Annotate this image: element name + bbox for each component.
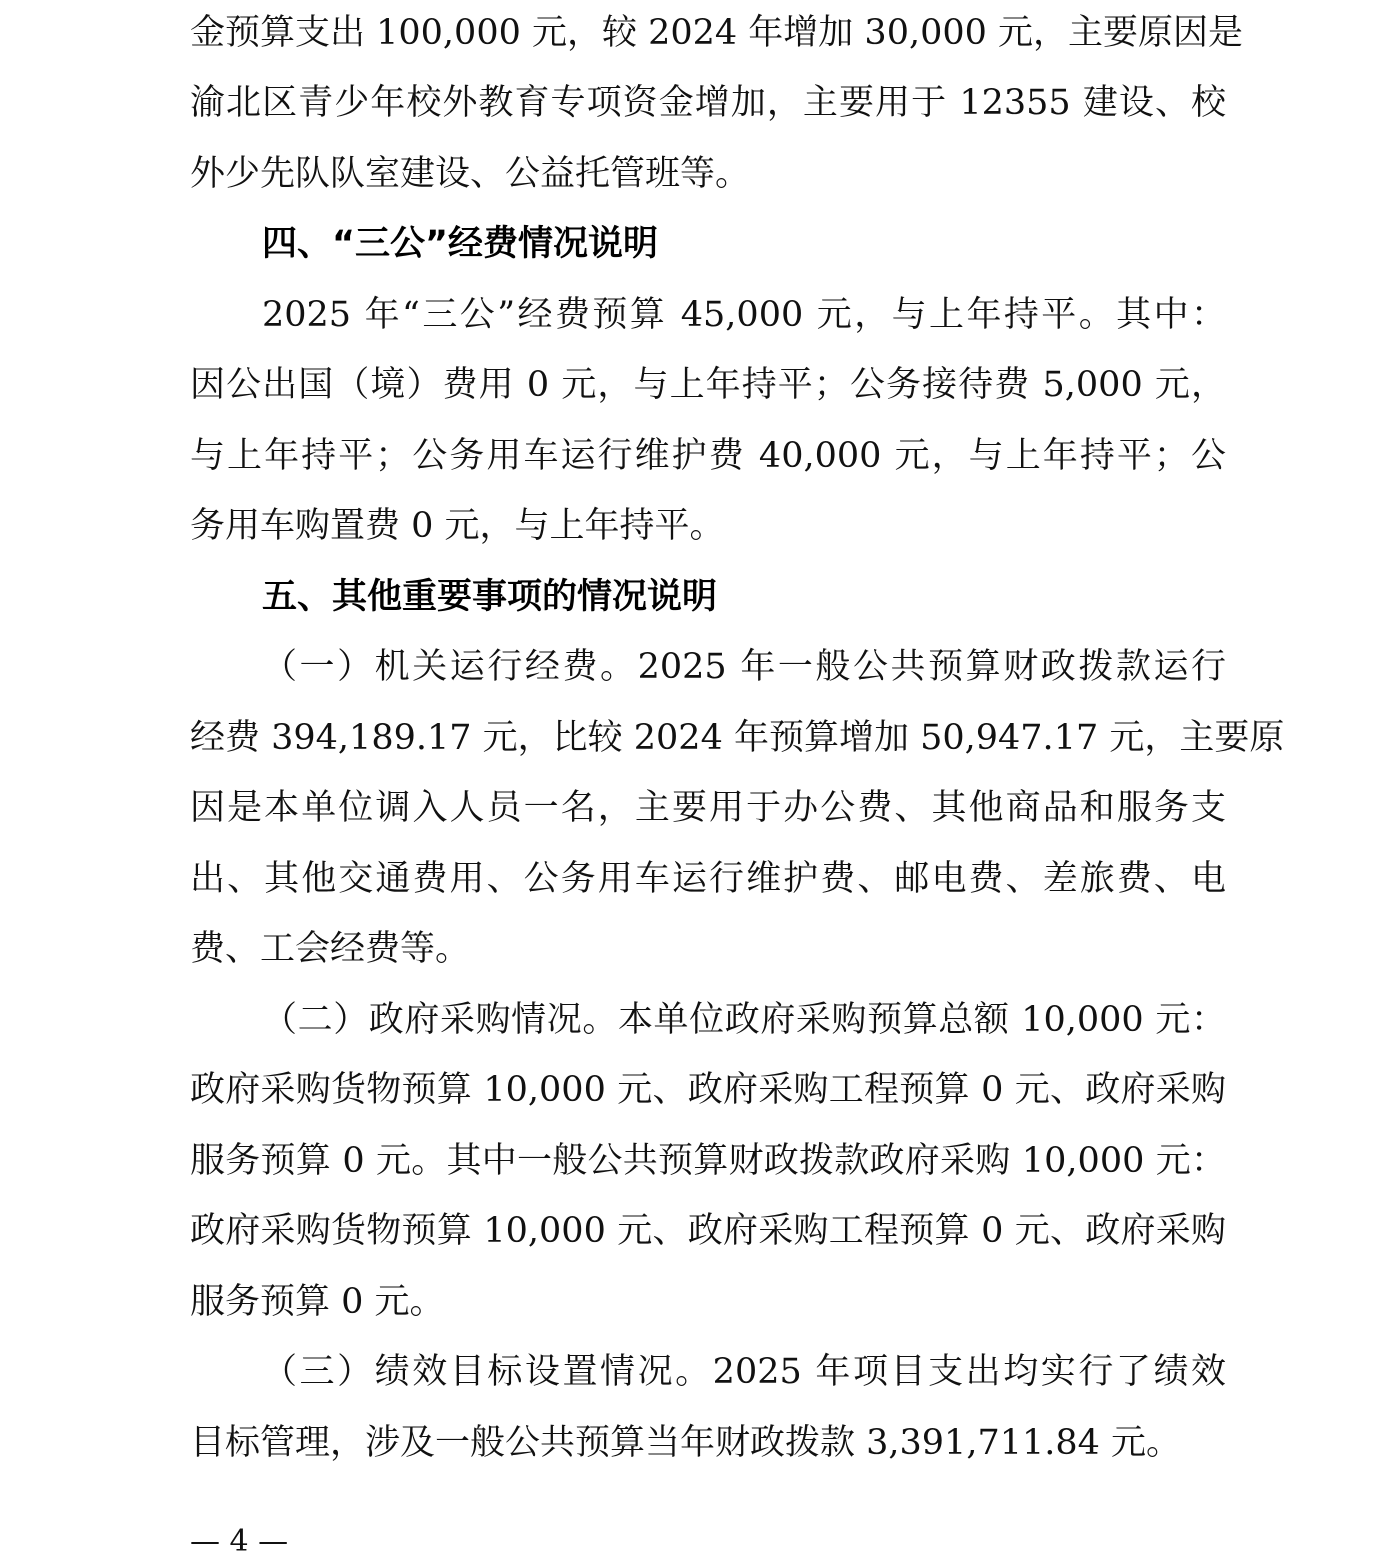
body-line: 外少先队队室建设、公益托管班等。 — [190, 154, 751, 194]
body-line: 服务预算 0 元。其中一般公共预算财政拨款政府采购 10,000 元： — [190, 1141, 1226, 1181]
body-line: 金预算支出 100,000 元，较 2024 年增加 30,000 元，主要原因是 — [190, 13, 1244, 53]
body-line: （一）机关运行经费。2025 年一般公共预算财政拨款运行 — [262, 647, 1226, 687]
section-heading: 四、“三公”经费情况说明 — [262, 224, 659, 264]
body-line: 务用车购置费 0 元，与上年持平。 — [190, 506, 725, 546]
body-line: 服务预算 0 元。 — [190, 1282, 445, 1322]
body-line: 政府采购货物预算 10,000 元、政府采购工程预算 0 元、政府采购 — [190, 1211, 1226, 1251]
section-heading: 五、其他重要事项的情况说明 — [262, 577, 718, 617]
body-line: 政府采购货物预算 10,000 元、政府采购工程预算 0 元、政府采购 — [190, 1070, 1226, 1110]
body-line: 经费 394,189.17 元，比较 2024 年预算增加 50,947.17 元，主要原 — [190, 718, 1285, 758]
body-line: 因公出国（境）费用 0 元，与上年持平；公务接待费 5,000 元， — [190, 365, 1226, 405]
body-line: 费、工会经费等。 — [190, 929, 471, 969]
body-line: 2025 年“三公”经费预算 45,000 元，与上年持平。其中： — [262, 295, 1226, 335]
body-line: 目标管理，涉及一般公共预算当年财政拨款 3,391,711.84 元。 — [190, 1423, 1182, 1463]
page-number: — 4 — — [190, 1524, 289, 1559]
body-line: （三）绩效目标设置情况。2025 年项目支出均实行了绩效 — [262, 1352, 1226, 1392]
body-line: 出、其他交通费用、公务用车运行维护费、邮电费、差旅费、电 — [190, 859, 1226, 899]
body-line: 渝北区青少年校外教育专项资金增加，主要用于 12355 建设、校 — [190, 83, 1226, 123]
body-line: （二）政府采购情况。本单位政府采购预算总额 10,000 元： — [262, 1000, 1226, 1040]
body-line: 因是本单位调入人员一名，主要用于办公费、其他商品和服务支 — [190, 788, 1226, 828]
body-line: 与上年持平；公务用车运行维护费 40,000 元，与上年持平；公 — [190, 436, 1226, 476]
